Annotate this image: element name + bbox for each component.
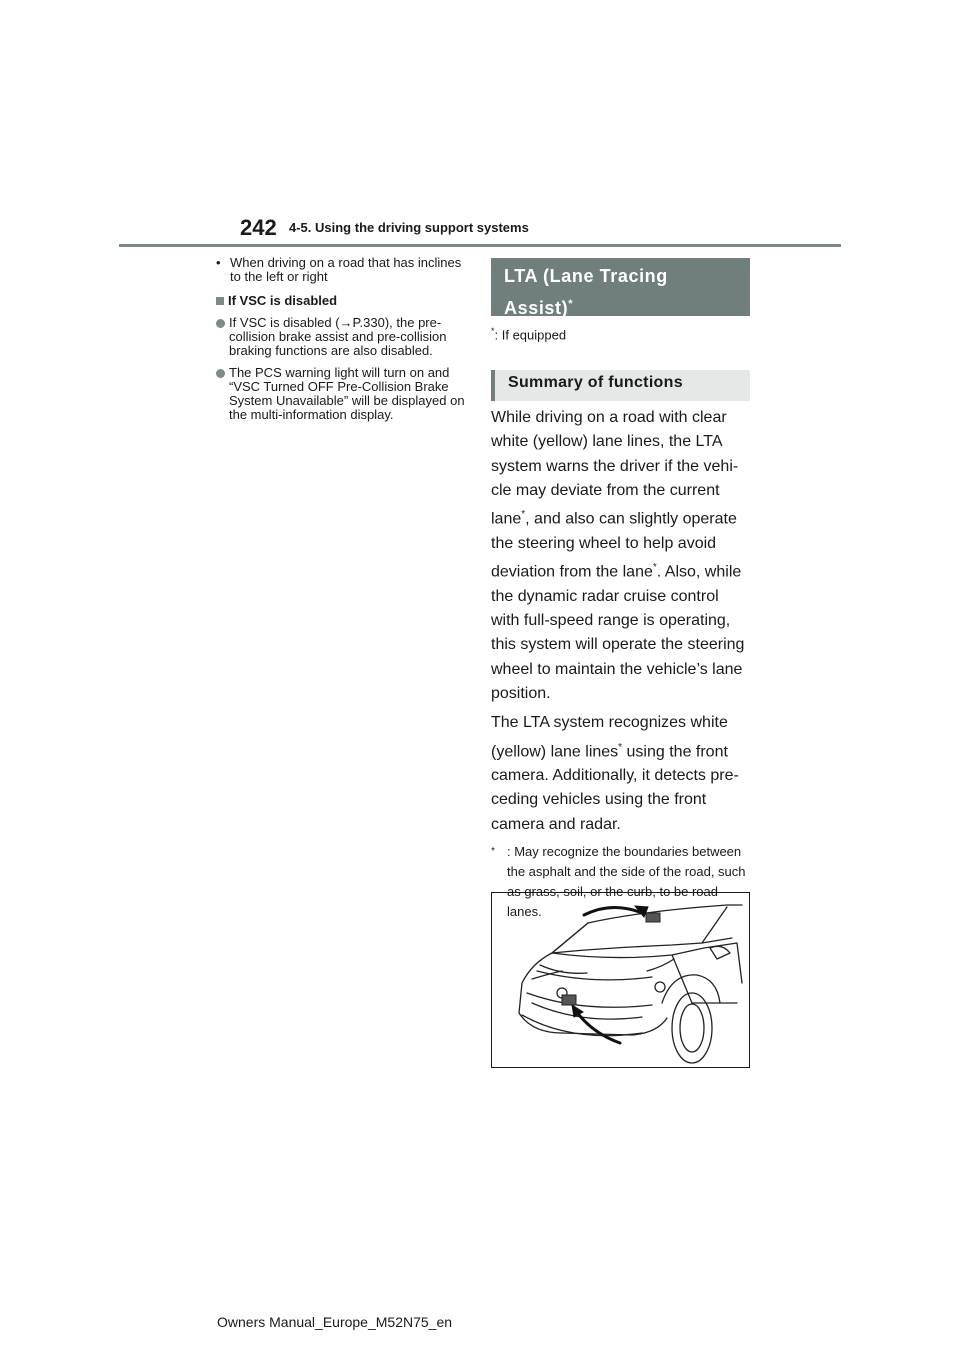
equipped-mark: * [491,326,495,336]
banner-asterisk: * [568,298,574,310]
subsection-heading-text: If VSC is disabled [228,293,338,308]
bullet-text: When driving on a road that has inclines to the left or right [230,255,462,284]
body-text [491,406,751,922]
square-marker-icon [216,297,224,305]
left-column [216,256,468,430]
list-item [216,366,468,422]
circle-bullet-icon [216,369,225,378]
section-title: 4-5. Using the driving support systems [289,220,529,235]
banner-title: LTA (Lane Tracing Assist) [504,266,668,318]
list-item-text: If VSC is disabled (→P.330), the pre-collision brake assist and pre-collision braking functions are also disabled. [229,315,447,358]
para1-part-a: While driving on a road with clear white (yellow) lane lines, the LTA system warns the driver if the vehi-cle may deviate from the current lane [491,409,739,528]
asterisk-mark: * [652,562,657,574]
header-divider [119,244,841,247]
car-front-camera-radar-icon [492,893,750,1068]
page-number: 242 [240,215,277,240]
bullet-mark: • [216,255,221,270]
asterisk-mark: * [618,741,623,753]
list-item [216,316,468,358]
para1-part-b: , and also can slightly operate the steering wheel to help avoid deviation from the lane [491,510,737,581]
vehicle-illustration [491,892,750,1068]
section-banner [491,258,750,316]
equipped-note-text: : If equipped [494,327,567,343]
footer-text: Owners Manual_Europe_M52N75_en [217,1314,453,1330]
paragraph [491,406,751,706]
list-item-text: The PCS warning light will turn on and “VSC Turned OFF Pre-Collision Brake System Unavailable” will be displayed on the multi-information display. [229,365,465,422]
para1-part-c: . Also, while the dynamic radar cruise control with full-speed range is operating, this system will operate the steering wheel to maintain the vehicle’s lane position. [491,563,745,702]
footnote-text: : May recognize the boundaries between the asphalt and the side of the road, such as grass, soil, or the curb, to be road lanes. [507,844,746,920]
subsection-heading [216,294,468,308]
bullet-item [216,256,468,284]
footnote-asterisk: * [491,846,495,858]
para2-part-b: using the front camera. Additionally, it detects pre-ceding vehicles using the front camera and radar. [491,742,739,833]
para2-part-a: The LTA system recognizes white (yellow) lane lines [491,714,728,760]
equipped-note [491,326,566,342]
sub-heading: Summary of functions [491,370,750,401]
paragraph [491,711,751,837]
asterisk-mark: * [521,509,526,521]
circle-bullet-icon [216,319,225,328]
